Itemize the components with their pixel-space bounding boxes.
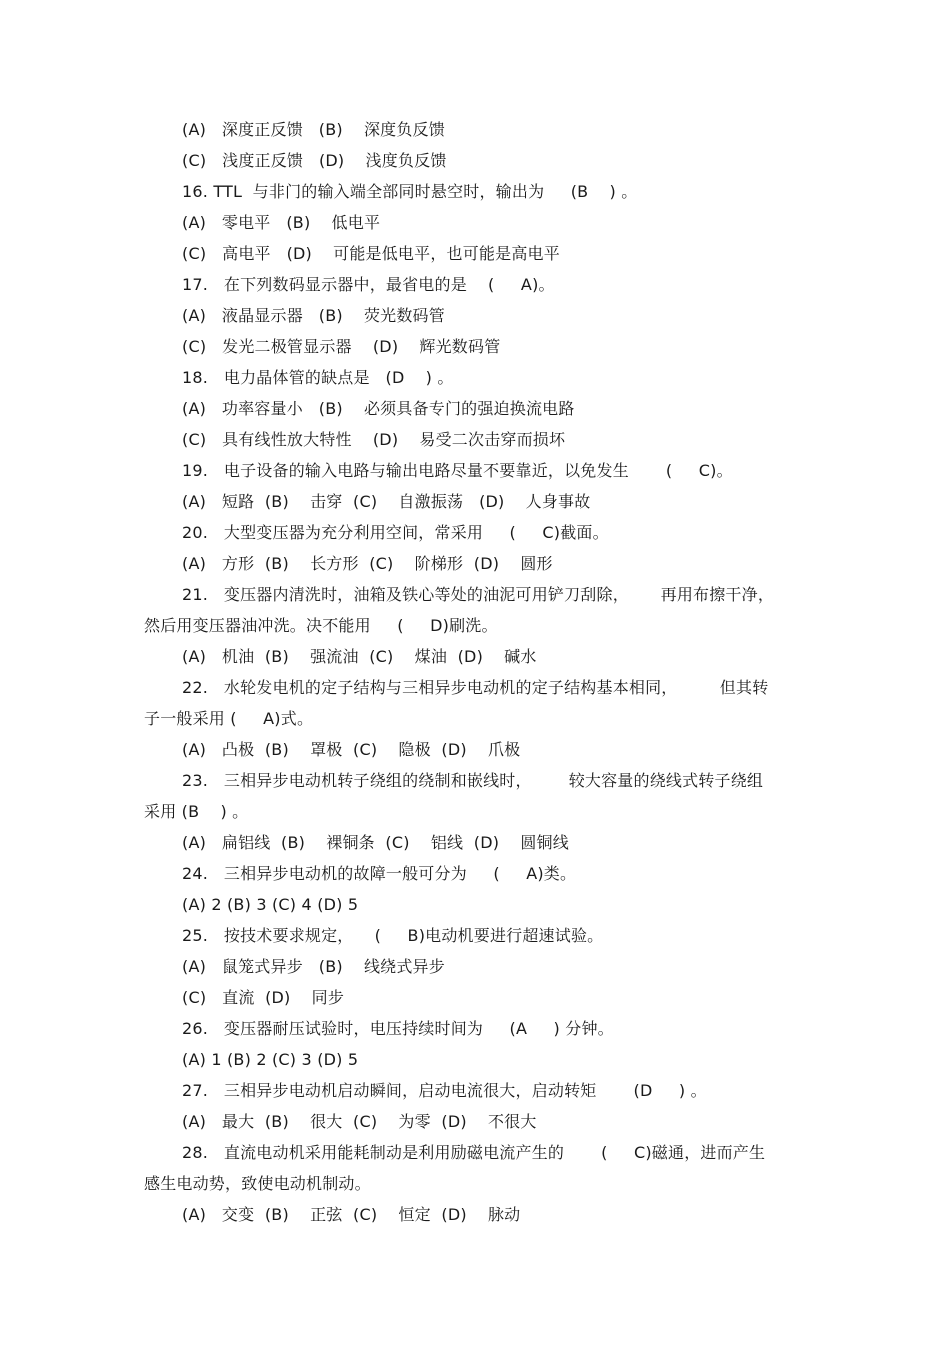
question-28-continued: 感生电动势，致使电动机制动。 — [144, 1174, 371, 1193]
option-line: (C) 高电平 (D) 可能是低电平，也可能是高电平 — [182, 244, 560, 263]
option-line: (A) 零电平 (B) 低电平 — [182, 213, 381, 232]
question-22: 22. 水轮发电机的定子结构与三相异步电动机的定子结构基本相同， 但其转 — [182, 678, 769, 697]
option-line: (A) 方形 (B) 长方形 (C) 阶梯形 (D) 圆形 — [182, 554, 553, 573]
option-line: (C) 浅度正反馈 (D) 浅度负反馈 — [182, 151, 447, 170]
option-line: (A) 机油 (B) 强流油 (C) 煤油 (D) 碱水 — [182, 647, 537, 666]
question-20: 20. 大型变压器为充分利用空间，常采用 ( C)截面。 — [182, 523, 609, 542]
question-19: 19. 电子设备的输入电路与输出电路尽量不要靠近，以免发生 ( C)。 — [182, 461, 733, 480]
option-line: (A) 鼠笼式异步 (B) 线绕式异步 — [182, 957, 445, 976]
option-line: (A) 功率容量小 (B) 必须具备专门的强迫换流电路 — [182, 399, 575, 418]
option-line: (A) 最大 (B) 很大 (C) 为零 (D) 不很大 — [182, 1112, 537, 1131]
option-line: (A) 液晶显示器 (B) 荧光数码管 — [182, 306, 445, 325]
question-28: 28. 直流电动机采用能耗制动是利用励磁电流产生的 ( C)磁通，进而产生 — [182, 1143, 766, 1162]
option-line: (A) 凸极 (B) 罩极 (C) 隐极 (D) 爪极 — [182, 740, 521, 759]
question-27: 27. 三相异步电动机启动瞬间，启动电流很大，启动转矩 (D ) 。 — [182, 1081, 707, 1100]
question-16: 16. TTL 与非门的输入端全部同时悬空时，输出为 (B ) 。 — [182, 182, 638, 201]
option-line: (C) 具有线性放大特性 (D) 易受二次击穿而损坏 — [182, 430, 566, 449]
option-line: (A) 扁铝线 (B) 裸铜条 (C) 铝线 (D) 圆铜线 — [182, 833, 569, 852]
question-26: 26. 变压器耐压试验时，电压持续时间为 (A ) 分钟。 — [182, 1019, 614, 1038]
question-25: 25. 按技术要求规定， ( B)电动机要进行超速试验。 — [182, 926, 604, 945]
question-21: 21. 变压器内清洗时，油箱及铁心等处的油泥可用铲刀刮除， 再用布擦干净， — [182, 585, 775, 604]
question-23-continued: 采用 (B ) 。 — [144, 802, 249, 821]
question-21-continued: 然后用变压器油冲洗。决不能用 ( D)刷洗。 — [144, 616, 498, 635]
question-24: 24. 三相异步电动机的故障一般可分为 ( A)类。 — [182, 864, 577, 883]
question-22-continued: 子一般采用 ( A)式。 — [144, 709, 314, 728]
question-17: 17. 在下列数码显示器中，最省电的是 ( A)。 — [182, 275, 555, 294]
question-18: 18. 电力晶体管的缺点是 (D ) 。 — [182, 368, 454, 387]
option-line: (A) 1 (B) 2 (C) 3 (D) 5 — [182, 1050, 359, 1069]
option-line: (C) 直流 (D) 同步 — [182, 988, 345, 1007]
option-line: (A) 交变 (B) 正弦 (C) 恒定 (D) 脉动 — [182, 1205, 521, 1224]
question-23: 23. 三相异步电动机转子绕组的绕制和嵌线时， 较大容量的绕线式转子绕组 — [182, 771, 764, 790]
option-line: (A) 深度正反馈 (B) 深度负反馈 — [182, 120, 445, 139]
option-line: (C) 发光二极管显示器 (D) 辉光数码管 — [182, 337, 501, 356]
option-line: (A) 短路 (B) 击穿 (C) 自激振荡 (D) 人身事故 — [182, 492, 591, 511]
option-line: (A) 2 (B) 3 (C) 4 (D) 5 — [182, 895, 359, 914]
question-list — [0, 114, 950, 1230]
